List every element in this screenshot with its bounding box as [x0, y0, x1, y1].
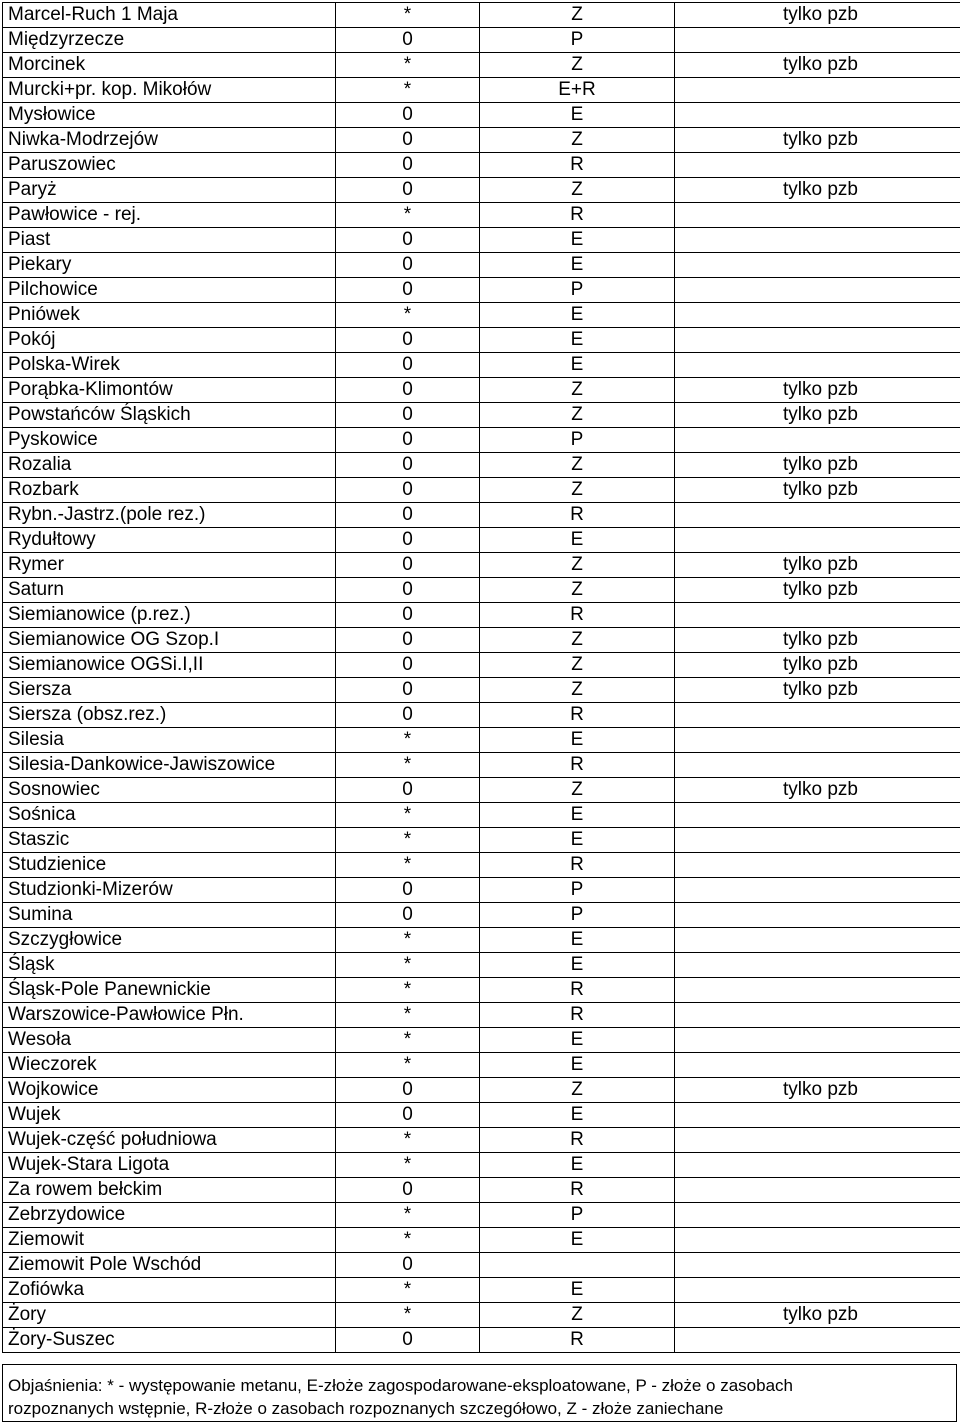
note-cell: tylko pzb [675, 128, 960, 153]
status-cell: E [480, 928, 675, 953]
table-row [3, 778, 960, 803]
methane-cell: 0 [336, 453, 480, 478]
status-cell: E [480, 328, 675, 353]
note-cell [675, 1153, 960, 1178]
methane-cell: * [336, 803, 480, 828]
deposit-name-cell: Pilchowice [3, 278, 336, 303]
deposit-name-cell: Rozbark [3, 478, 336, 503]
methane-cell: 0 [336, 1253, 480, 1278]
methane-cell: 0 [336, 628, 480, 653]
status-cell: P [480, 878, 675, 903]
status-cell: R [480, 503, 675, 528]
status-cell: Z [480, 553, 675, 578]
status-cell: Z [480, 378, 675, 403]
methane-cell: * [336, 1128, 480, 1153]
table-row [3, 403, 960, 428]
note-cell [675, 503, 960, 528]
deposit-name-cell: Międzyrzecze [3, 28, 336, 53]
note-cell [675, 1178, 960, 1203]
table-row [3, 328, 960, 353]
deposit-name-cell: Rybn.-Jastrz.(pole rez.) [3, 503, 336, 528]
table-row [3, 303, 960, 328]
deposit-name-cell: Niwka-Modrzejów [3, 128, 336, 153]
note-cell [675, 703, 960, 728]
methane-cell: 0 [336, 228, 480, 253]
status-cell: E [480, 1053, 675, 1078]
status-cell: P [480, 428, 675, 453]
methane-cell: * [336, 728, 480, 753]
status-cell: P [480, 28, 675, 53]
note-cell: tylko pzb [675, 453, 960, 478]
deposit-name-cell: Polska-Wirek [3, 353, 336, 378]
methane-cell: 0 [336, 1328, 480, 1353]
status-cell: E [480, 728, 675, 753]
note-cell [675, 428, 960, 453]
table-row [3, 1328, 960, 1353]
note-cell: tylko pzb [675, 628, 960, 653]
methane-cell: 0 [336, 903, 480, 928]
note-cell [675, 203, 960, 228]
methane-cell: 0 [336, 378, 480, 403]
methane-cell: 0 [336, 28, 480, 53]
table-row [3, 228, 960, 253]
methane-cell: 0 [336, 578, 480, 603]
table-row [3, 253, 960, 278]
status-cell: P [480, 278, 675, 303]
note-cell [675, 878, 960, 903]
methane-cell: * [336, 928, 480, 953]
status-cell: Z [480, 678, 675, 703]
methane-cell: * [336, 1003, 480, 1028]
deposit-name-cell: Pokój [3, 328, 336, 353]
table-row [3, 3, 960, 28]
deposit-name-cell: Żory-Suszec [3, 1328, 336, 1353]
status-cell: R [480, 1328, 675, 1353]
deposit-name-cell: Murcki+pr. kop. Mikołów [3, 78, 336, 103]
table-row [3, 628, 960, 653]
status-cell: Z [480, 1303, 675, 1328]
table-row [3, 353, 960, 378]
deposit-name-cell: Sosnowiec [3, 778, 336, 803]
methane-cell: 0 [336, 878, 480, 903]
table-row [3, 453, 960, 478]
status-cell: E [480, 228, 675, 253]
methane-cell: 0 [336, 1078, 480, 1103]
deposits-sheet [2, 2, 959, 1353]
status-cell: E [480, 828, 675, 853]
note-cell [675, 1228, 960, 1253]
deposit-name-cell: Siemianowice (p.rez.) [3, 603, 336, 628]
note-cell [675, 1203, 960, 1228]
status-cell: Z [480, 53, 675, 78]
methane-cell: 0 [336, 153, 480, 178]
note-cell [675, 1103, 960, 1128]
table-row [3, 1203, 960, 1228]
deposit-name-cell: Rydułtowy [3, 528, 336, 553]
methane-cell: 0 [336, 178, 480, 203]
methane-cell: 0 [336, 353, 480, 378]
methane-cell: 0 [336, 1178, 480, 1203]
deposit-name-cell: Ziemowit [3, 1228, 336, 1253]
note-cell: tylko pzb [675, 403, 960, 428]
status-cell: Z [480, 1078, 675, 1103]
status-cell: R [480, 1128, 675, 1153]
table-row [3, 928, 960, 953]
methane-cell: 0 [336, 778, 480, 803]
status-cell: R [480, 1178, 675, 1203]
table-row [3, 1178, 960, 1203]
status-cell: E [480, 253, 675, 278]
deposit-name-cell: Siemianowice OGSi.I,II [3, 653, 336, 678]
note-cell [675, 528, 960, 553]
note-cell: tylko pzb [675, 3, 960, 28]
deposit-name-cell: Pawłowice - rej. [3, 203, 336, 228]
note-cell [675, 278, 960, 303]
deposit-name-cell: Wujek-Stara Ligota [3, 1153, 336, 1178]
note-cell [675, 978, 960, 1003]
deposit-name-cell: Śląsk-Pole Panewnickie [3, 978, 336, 1003]
methane-cell: 0 [336, 528, 480, 553]
table-row [3, 853, 960, 878]
table-row [3, 378, 960, 403]
note-cell: tylko pzb [675, 1303, 960, 1328]
deposit-name-cell: Rozalia [3, 453, 336, 478]
deposit-name-cell: Siersza (obsz.rez.) [3, 703, 336, 728]
table-row [3, 128, 960, 153]
note-cell: tylko pzb [675, 553, 960, 578]
table-row [3, 1228, 960, 1253]
methane-cell: * [336, 1203, 480, 1228]
methane-cell: 0 [336, 128, 480, 153]
status-cell: Z [480, 178, 675, 203]
methane-cell: * [336, 1153, 480, 1178]
note-cell: tylko pzb [675, 378, 960, 403]
deposit-name-cell: Pniówek [3, 303, 336, 328]
status-cell: R [480, 153, 675, 178]
deposit-name-cell: Siemianowice OG Szop.I [3, 628, 336, 653]
status-cell [480, 1253, 675, 1278]
status-cell: R [480, 1003, 675, 1028]
status-cell: E [480, 953, 675, 978]
deposit-name-cell: Studzienice [3, 853, 336, 878]
deposit-name-cell: Szczygłowice [3, 928, 336, 953]
table-row [3, 278, 960, 303]
status-cell: E [480, 303, 675, 328]
deposit-name-cell: Marcel-Ruch 1 Maja [3, 3, 336, 28]
deposit-name-cell: Powstańców Śląskich [3, 403, 336, 428]
deposit-name-cell: Morcinek [3, 53, 336, 78]
legend-footnote [2, 1364, 957, 1422]
status-cell: E [480, 353, 675, 378]
note-cell [675, 1003, 960, 1028]
table-row [3, 53, 960, 78]
methane-cell: 0 [336, 678, 480, 703]
table-row [3, 653, 960, 678]
status-cell: Z [480, 478, 675, 503]
deposit-name-cell: Wieczorek [3, 1053, 336, 1078]
methane-cell: * [336, 1228, 480, 1253]
deposit-name-cell: Rymer [3, 553, 336, 578]
status-cell: Z [480, 403, 675, 428]
note-cell [675, 328, 960, 353]
methane-cell: * [336, 3, 480, 28]
table-row [3, 728, 960, 753]
methane-cell: 0 [336, 553, 480, 578]
table-row [3, 528, 960, 553]
table-row [3, 903, 960, 928]
deposit-name-cell: Wujek [3, 1103, 336, 1128]
note-cell [675, 1328, 960, 1353]
note-cell: tylko pzb [675, 778, 960, 803]
table-row [3, 1003, 960, 1028]
status-cell: E+R [480, 78, 675, 103]
methane-cell: * [336, 1028, 480, 1053]
note-cell [675, 953, 960, 978]
note-cell [675, 1253, 960, 1278]
note-cell: tylko pzb [675, 653, 960, 678]
table-row [3, 703, 960, 728]
note-cell: tylko pzb [675, 478, 960, 503]
methane-cell: 0 [336, 403, 480, 428]
table-row [3, 603, 960, 628]
deposit-name-cell: Piekary [3, 253, 336, 278]
note-cell [675, 928, 960, 953]
methane-cell: * [336, 828, 480, 853]
status-cell: Z [480, 653, 675, 678]
status-cell: R [480, 603, 675, 628]
deposit-name-cell: Piast [3, 228, 336, 253]
methane-cell: * [336, 1278, 480, 1303]
methane-cell: 0 [336, 1103, 480, 1128]
methane-cell: 0 [336, 703, 480, 728]
status-cell: E [480, 1153, 675, 1178]
deposit-name-cell: Siersza [3, 678, 336, 703]
note-cell: tylko pzb [675, 1078, 960, 1103]
note-cell [675, 28, 960, 53]
status-cell: Z [480, 453, 675, 478]
table-row [3, 203, 960, 228]
note-cell [675, 903, 960, 928]
methane-cell: * [336, 53, 480, 78]
methane-cell: * [336, 978, 480, 1003]
note-cell [675, 228, 960, 253]
table-row [3, 553, 960, 578]
deposit-name-cell: Warszowice-Pawłowice Płn. [3, 1003, 336, 1028]
note-cell: tylko pzb [675, 578, 960, 603]
methane-cell: * [336, 1053, 480, 1078]
deposit-name-cell: Paryż [3, 178, 336, 203]
table-row [3, 1028, 960, 1053]
legend-line-1: Objaśnienia: * - występowanie metanu, E-złoże zagospodarowane-eksploatowane, P - złoże o zasobach [8, 1376, 793, 1395]
note-cell [675, 1128, 960, 1153]
status-cell: P [480, 903, 675, 928]
note-cell [675, 853, 960, 878]
table-row [3, 478, 960, 503]
note-cell [675, 603, 960, 628]
deposit-name-cell: Silesia-Dankowice-Jawiszowice [3, 753, 336, 778]
table-row [3, 78, 960, 103]
deposit-name-cell: Żory [3, 1303, 336, 1328]
methane-cell: * [336, 303, 480, 328]
table-row [3, 28, 960, 53]
note-cell [675, 803, 960, 828]
status-cell: Z [480, 628, 675, 653]
table-row [3, 828, 960, 853]
methane-cell: * [336, 1303, 480, 1328]
status-cell: E [480, 1103, 675, 1128]
deposit-name-cell: Wesoła [3, 1028, 336, 1053]
deposit-name-cell: Sośnica [3, 803, 336, 828]
status-cell: R [480, 203, 675, 228]
deposit-name-cell: Staszic [3, 828, 336, 853]
deposit-name-cell: Zebrzydowice [3, 1203, 336, 1228]
note-cell [675, 828, 960, 853]
deposit-name-cell: Ziemowit Pole Wschód [3, 1253, 336, 1278]
methane-cell: 0 [336, 653, 480, 678]
table-row [3, 803, 960, 828]
note-cell: tylko pzb [675, 178, 960, 203]
methane-cell: 0 [336, 278, 480, 303]
methane-cell: 0 [336, 503, 480, 528]
table-row [3, 153, 960, 178]
note-cell [675, 1278, 960, 1303]
status-cell: Z [480, 3, 675, 28]
deposits-table [2, 2, 960, 1353]
status-cell: E [480, 528, 675, 553]
table-row [3, 1278, 960, 1303]
table-row [3, 978, 960, 1003]
methane-cell: 0 [336, 428, 480, 453]
note-cell [675, 303, 960, 328]
note-cell [675, 153, 960, 178]
table-row [3, 178, 960, 203]
note-cell: tylko pzb [675, 678, 960, 703]
note-cell [675, 353, 960, 378]
status-cell: R [480, 853, 675, 878]
methane-cell: 0 [336, 103, 480, 128]
deposit-name-cell: Wujek-część południowa [3, 1128, 336, 1153]
methane-cell: 0 [336, 478, 480, 503]
table-row [3, 1078, 960, 1103]
status-cell: E [480, 1028, 675, 1053]
note-cell [675, 753, 960, 778]
status-cell: R [480, 978, 675, 1003]
table-row [3, 878, 960, 903]
methane-cell: * [336, 78, 480, 103]
table-row [3, 1153, 960, 1178]
status-cell: E [480, 103, 675, 128]
status-cell: R [480, 703, 675, 728]
table-row [3, 1303, 960, 1328]
table-row [3, 1103, 960, 1128]
table-row [3, 103, 960, 128]
table-row [3, 428, 960, 453]
methane-cell: 0 [336, 328, 480, 353]
status-cell: E [480, 803, 675, 828]
note-cell [675, 1053, 960, 1078]
note-cell [675, 1028, 960, 1053]
deposit-name-cell: Silesia [3, 728, 336, 753]
status-cell: R [480, 753, 675, 778]
deposit-name-cell: Wojkowice [3, 1078, 336, 1103]
note-cell [675, 78, 960, 103]
methane-cell: 0 [336, 253, 480, 278]
table-row [3, 1053, 960, 1078]
methane-cell: * [336, 953, 480, 978]
methane-cell: 0 [336, 603, 480, 628]
status-cell: Z [480, 578, 675, 603]
status-cell: E [480, 1278, 675, 1303]
deposit-name-cell: Porąbka-Klimontów [3, 378, 336, 403]
note-cell: tylko pzb [675, 53, 960, 78]
deposit-name-cell: Zofiówka [3, 1278, 336, 1303]
table-row [3, 1253, 960, 1278]
deposits-table-body [3, 3, 960, 1353]
deposit-name-cell: Paruszowiec [3, 153, 336, 178]
status-cell: Z [480, 778, 675, 803]
deposit-name-cell: Mysłowice [3, 103, 336, 128]
status-cell: P [480, 1203, 675, 1228]
deposit-name-cell: Pyskowice [3, 428, 336, 453]
legend-line-2: rozpoznanych wstępnie, R-złoże o zasobach rozpoznanych szczegółowo, Z - złoże zaniechane [8, 1399, 724, 1418]
deposit-name-cell: Za rowem bełckim [3, 1178, 336, 1203]
methane-cell: * [336, 853, 480, 878]
deposit-name-cell: Studzionki-Mizerów [3, 878, 336, 903]
deposit-name-cell: Śląsk [3, 953, 336, 978]
methane-cell: * [336, 203, 480, 228]
status-cell: E [480, 1228, 675, 1253]
table-row [3, 1128, 960, 1153]
note-cell [675, 728, 960, 753]
note-cell [675, 253, 960, 278]
table-row [3, 753, 960, 778]
table-row [3, 678, 960, 703]
deposit-name-cell: Sumina [3, 903, 336, 928]
table-row [3, 503, 960, 528]
table-row [3, 578, 960, 603]
note-cell [675, 103, 960, 128]
deposit-name-cell: Saturn [3, 578, 336, 603]
methane-cell: * [336, 753, 480, 778]
status-cell: Z [480, 128, 675, 153]
table-row [3, 953, 960, 978]
